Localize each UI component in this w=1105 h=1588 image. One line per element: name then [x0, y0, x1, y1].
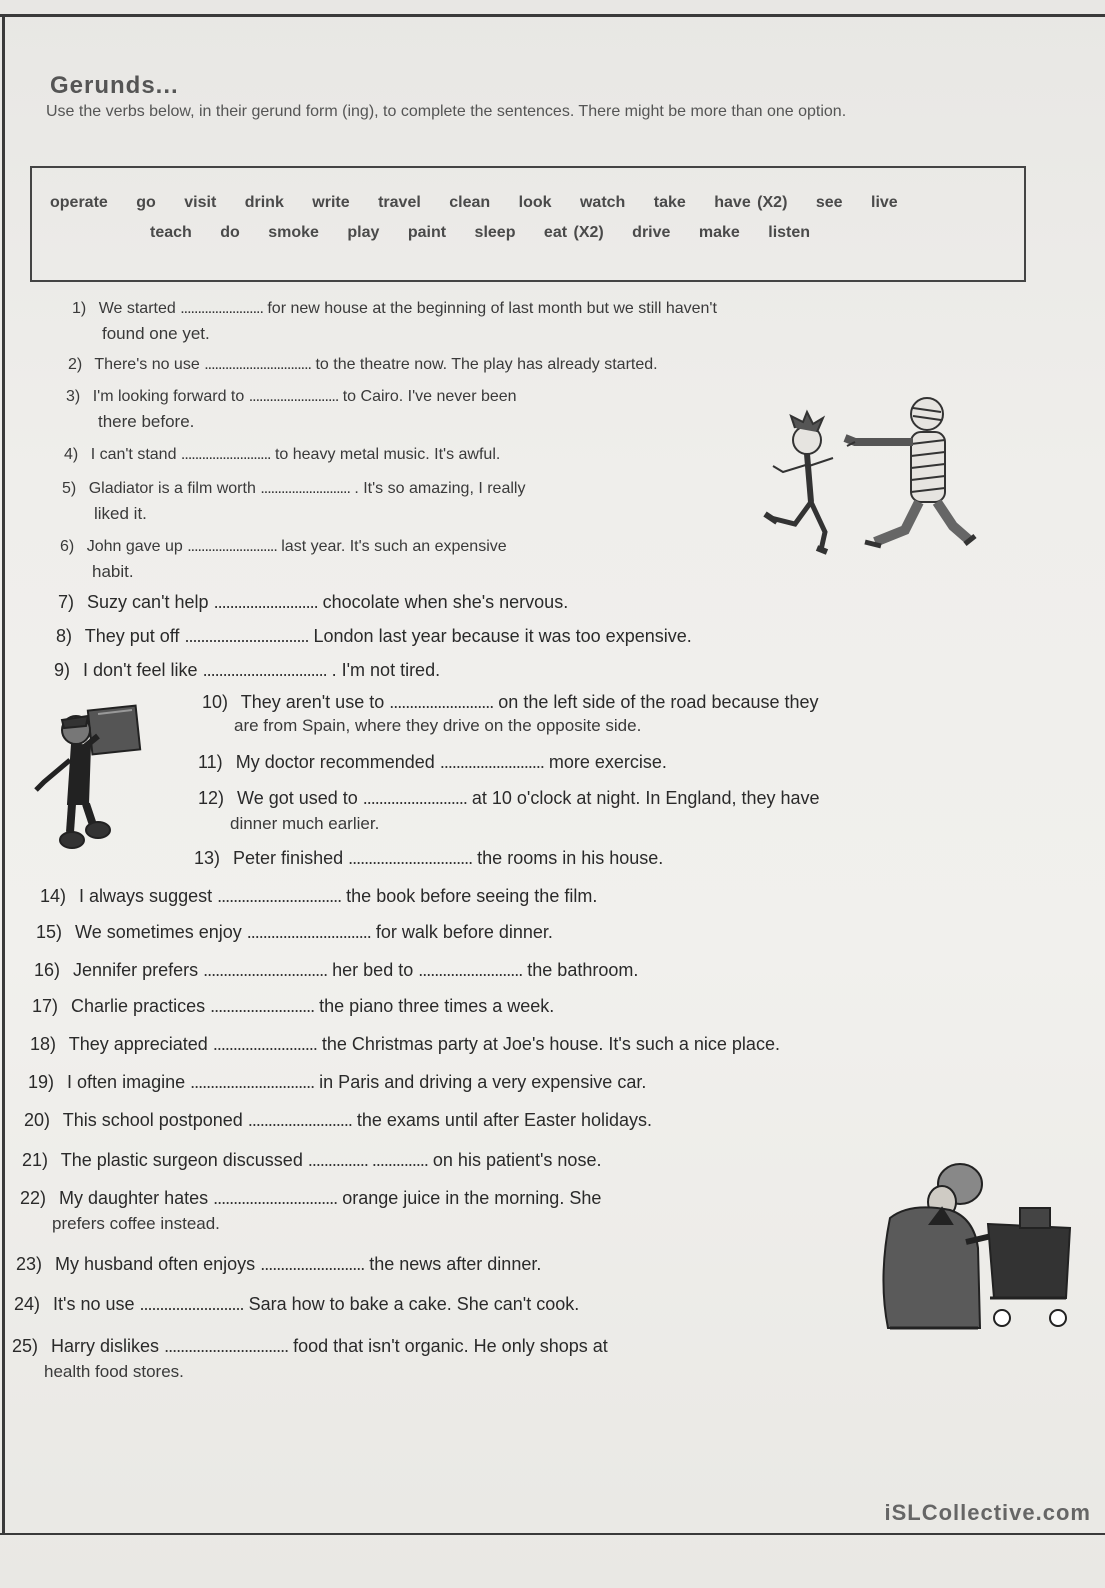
word-bank-word: look [518, 194, 552, 211]
answer-blank[interactable]: ............................... [217, 886, 342, 906]
word-bank-word: listen [768, 224, 811, 241]
word-bank-word: teach [150, 224, 192, 241]
word-bank-word: travel [378, 194, 421, 211]
answer-blank[interactable]: ............................... [190, 1072, 315, 1092]
question-10: 10) They aren't use to .......................... on the left side of the road because they [202, 692, 819, 712]
question-5: 5) Gladiator is a film worth .......................... . It's so amazing, I really [62, 480, 526, 497]
word-bank-word: visit [184, 194, 217, 211]
answer-blank[interactable]: .......................... [187, 538, 277, 555]
word-bank-word: have (X2) [714, 194, 788, 211]
answer-blank[interactable]: .......................... [439, 752, 544, 772]
frame-left-border [2, 14, 5, 1534]
question-25: 25) Harry dislikes ............................... food that isn't organic. He only shops at [12, 1336, 608, 1356]
answer-blank[interactable]: .......................... [212, 1034, 317, 1054]
answer-blank[interactable]: .......................... [180, 446, 271, 463]
question-6: 6) John gave up .......................... last year. It's such an expensive [60, 538, 507, 555]
frame-bottom-border [0, 1533, 1105, 1535]
answer-blank[interactable]: ............................... [348, 848, 473, 868]
question-9: 9) I don't feel like ............................... . I'm not tired. [54, 660, 441, 680]
word-bank-word: write [312, 194, 350, 211]
word-bank-word: clean [449, 194, 491, 211]
question-3: 3) I'm looking forward to .......................... to Cairo. I've never been [66, 388, 517, 405]
answer-blank[interactable]: .......................... [418, 960, 523, 980]
answer-blank[interactable]: .......................... [260, 1254, 365, 1274]
answer-blank[interactable]: ............................... [184, 626, 309, 646]
question-6-continuation: habit. [92, 562, 134, 581]
word-bank-word: operate [50, 194, 108, 211]
answer-blank[interactable]: ............................... [203, 960, 328, 980]
question-16: 16) Jennifer prefers ............................... her bed to .......................... the bathroom. [34, 960, 639, 980]
answer-blank[interactable]: ............................... [213, 1188, 338, 1208]
word-bank-word: watch [579, 194, 626, 211]
question-10-continuation: are from Spain, where they drive on the opposite side. [234, 716, 642, 735]
question-15: 15) We sometimes enjoy ............................... for walk before dinner. [36, 922, 553, 942]
question-1: 1) We started ........................ for new house at the beginning of last month but we still haven't [72, 300, 717, 317]
footer-watermark: iSLCollective.com [884, 1500, 1091, 1525]
question-24: 24) It's no use .......................... Sara how to bake a cake. She can't cook. [14, 1294, 580, 1314]
answer-blank[interactable]: .......................... [213, 592, 318, 612]
question-17: 17) Charlie practices .......................... the piano three times a week. [32, 996, 555, 1016]
answer-blank[interactable]: .......................... [210, 996, 315, 1016]
question-18: 18) They appreciated .......................... the Christmas party at Joe's house. It's such a nice place. [30, 1034, 780, 1054]
answer-blank[interactable]: .......................... [139, 1294, 244, 1314]
question-11: 11) My doctor recommended .......................... more exercise. [198, 752, 667, 772]
question-2: 2) There's no use ............................... to the theatre now. The play has already started. [68, 356, 658, 373]
question-1-continuation: found one yet. [102, 324, 210, 343]
question-21: 21) The plastic surgeon discussed ............... .............. on his patient's nose. [22, 1150, 602, 1170]
question-3-continuation: there before. [98, 412, 195, 431]
question-7: 7) Suzy can't help .......................... chocolate when she's nervous. [58, 592, 569, 612]
answer-blank[interactable]: ............................... [202, 660, 327, 680]
answer-blank[interactable]: .......................... [247, 1110, 352, 1130]
question-22-continuation: prefers coffee instead. [52, 1214, 220, 1233]
word-bank-word: make [698, 224, 740, 241]
answer-blank[interactable]: .......................... [389, 692, 494, 712]
word-bank-word: go [136, 194, 156, 211]
question-23: 23) My husband often enjoys .......................... the news after dinner. [16, 1254, 542, 1274]
answer-blank[interactable]: ............................... [164, 1336, 289, 1356]
answer-blank[interactable]: ............................... [246, 922, 371, 942]
instructions-text: Use the verbs below, in their gerund form (ing), to complete the sentences. There might be more than one option. [46, 103, 847, 120]
answer-blank[interactable]: ........................ [180, 300, 263, 317]
question-25-continuation: health food stores. [44, 1362, 184, 1381]
question-8: 8) They put off ............................... London last year because it was too expensive. [56, 626, 692, 646]
word-bank-box [30, 166, 1026, 282]
man-with-box-illustration [28, 700, 178, 860]
word-bank-row-2 [150, 224, 832, 242]
question-12-continuation: dinner much earlier. [230, 814, 380, 833]
answer-blank[interactable]: .......................... [260, 480, 350, 497]
word-bank-word: drink [244, 194, 284, 211]
word-bank-word: paint [407, 224, 447, 241]
word-bank-word: live [871, 194, 898, 211]
word-bank-word: see [815, 194, 843, 211]
word-bank-word: take [653, 194, 686, 211]
question-20: 20) This school postponed .......................... the exams until after Easter holidays. [24, 1110, 653, 1130]
woman-with-cart-illustration [870, 1158, 1080, 1348]
word-bank-word: drive [632, 224, 671, 241]
answer-blank[interactable]: .......................... [362, 788, 467, 808]
question-13: 13) Peter finished ............................... the rooms in his house. [194, 848, 664, 868]
question-12: 12) We got used to .......................... at 10 o'clock at night. In England, they have [198, 788, 820, 808]
word-bank-word: sleep [474, 224, 516, 241]
question-4: 4) I can't stand .......................... to heavy metal music. It's awful. [64, 446, 501, 463]
answer-blank[interactable]: .......................... [248, 388, 339, 405]
question-14: 14) I always suggest ............................... the book before seeing the film. [40, 886, 598, 906]
answer-blank[interactable]: ............................... [204, 356, 311, 373]
word-bank-word: smoke [268, 224, 319, 241]
frame-top-border [0, 14, 1105, 17]
question-19: 19) I often imagine ............................... in Paris and driving a very expensive car. [28, 1072, 647, 1092]
question-5-continuation: liked it. [94, 504, 147, 523]
page-title: Gerunds... [50, 72, 179, 99]
answer-blank[interactable]: ............... .............. [307, 1150, 428, 1170]
question-22: 22) My daughter hates ............................... orange juice in the morning. She [20, 1188, 602, 1208]
mummy-chase-illustration [755, 392, 985, 567]
word-bank-word: play [347, 224, 380, 241]
word-bank-word: do [220, 224, 240, 241]
word-bank-row-1 [50, 194, 920, 212]
word-bank-word: eat (X2) [543, 224, 604, 241]
